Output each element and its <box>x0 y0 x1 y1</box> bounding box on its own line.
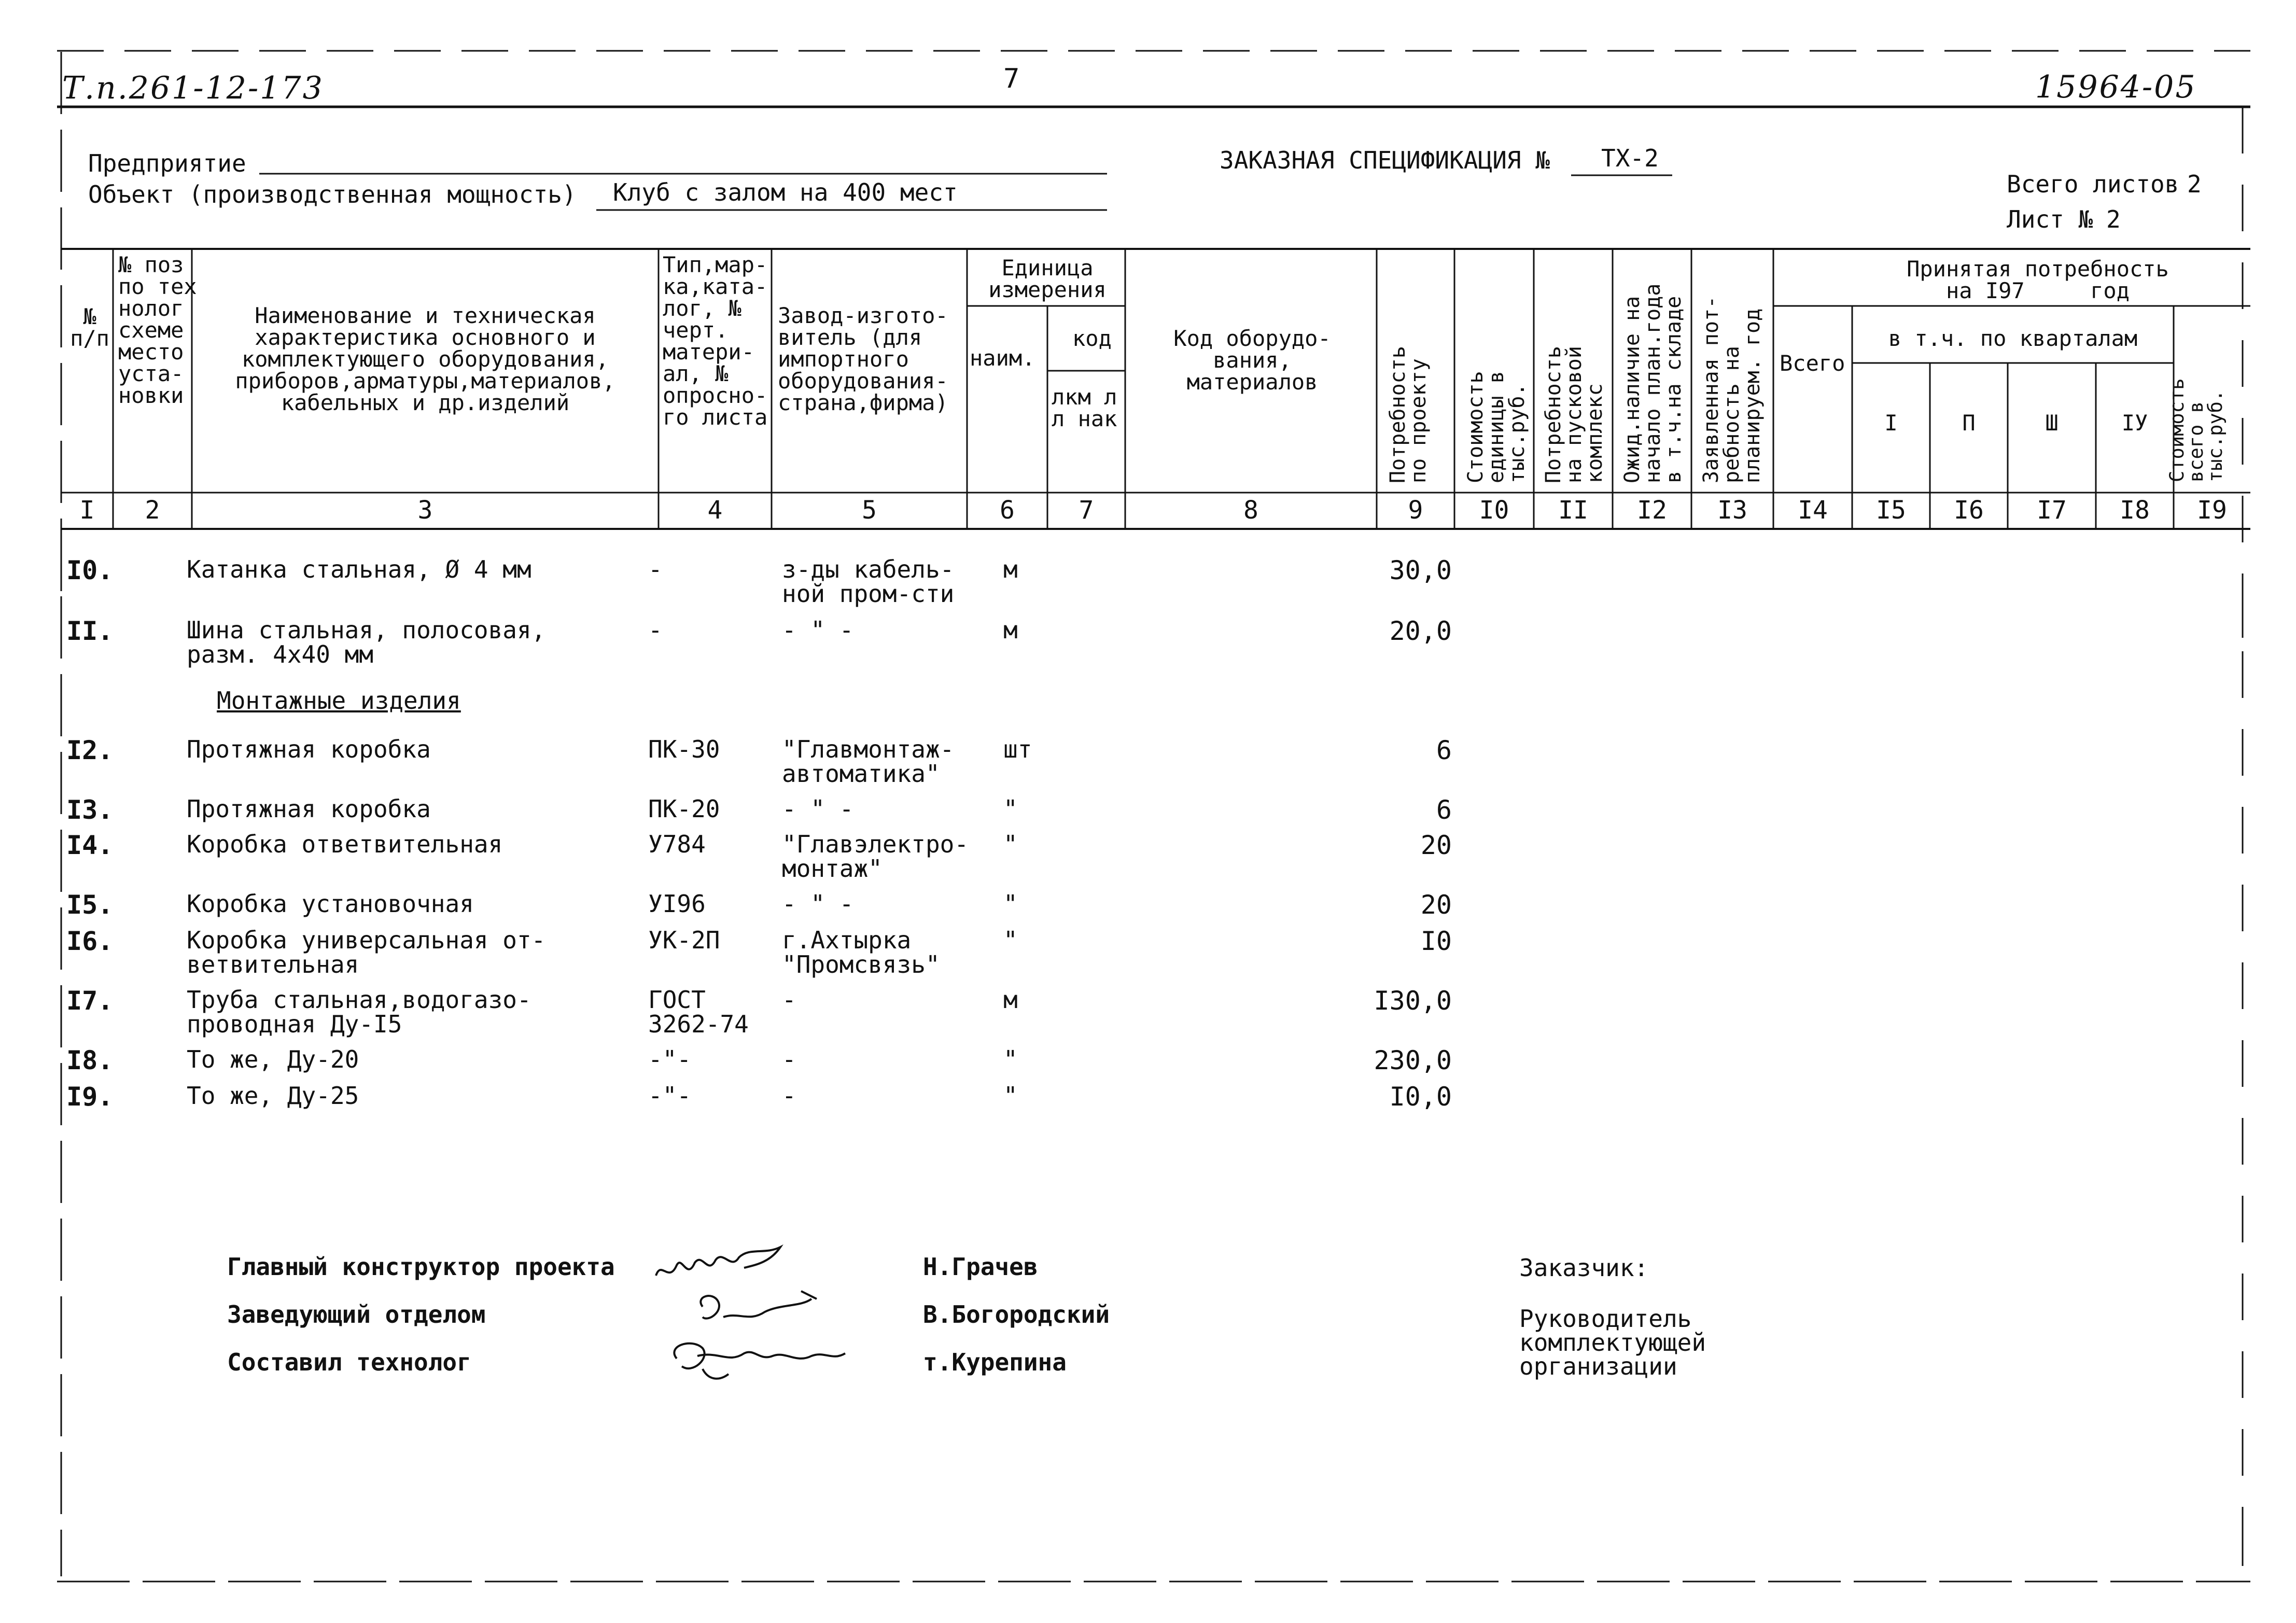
column-number: 8 <box>1243 496 1258 525</box>
sheet-label: Лист № <box>2007 205 2093 233</box>
row-number: I5. <box>66 890 114 920</box>
column-number: 5 <box>862 496 877 525</box>
row-quantity: 230,0 <box>1374 1045 1452 1075</box>
row-number: I9. <box>66 1082 114 1112</box>
row-number: II. <box>66 616 114 646</box>
name-dept-head: В.Богородский <box>923 1300 1110 1328</box>
row-type: ГОСТ 3262-74 <box>648 986 749 1038</box>
row-quantity: I0,0 <box>1389 1082 1452 1112</box>
col-header-q1: I <box>1884 410 1898 436</box>
col-header-unit-name: наим. <box>970 345 1035 371</box>
row-number: I6. <box>66 926 114 956</box>
row-unit: шт <box>1003 735 1032 763</box>
column-number: I5 <box>1876 496 1906 525</box>
col-header-position: № поз по тех нолог схеме место уста- новки <box>118 252 197 408</box>
row-quantity: I30,0 <box>1374 986 1452 1016</box>
row-number: I8. <box>66 1045 114 1075</box>
column-number: I7 <box>2037 496 2067 525</box>
document-code: Т.п.261-12-173 <box>62 70 324 106</box>
row-manufacturer: - <box>782 1082 796 1110</box>
role-chief-designer: Главный конструктор проекта <box>227 1253 615 1281</box>
col-header-quarters: в т.ч. по кварталам <box>1888 326 2138 351</box>
row-quantity: 20 <box>1420 830 1452 860</box>
col-header-startup: Потребность на пусковой комплекс <box>1542 346 1607 483</box>
row-quantity: 20,0 <box>1389 616 1452 646</box>
row-manufacturer: г.Ахтырка "Промсвязь" <box>782 926 940 978</box>
row-unit: " <box>1003 926 1018 954</box>
total-sheets-label: Всего листов <box>2007 170 2179 198</box>
column-number: I4 <box>1798 496 1828 525</box>
row-type: УК-2П <box>648 926 720 954</box>
column-number: 4 <box>707 496 723 525</box>
row-manufacturer: - " - <box>782 890 854 918</box>
column-number: I0 <box>1479 496 1509 525</box>
row-name: То же, Ду-20 <box>187 1045 359 1073</box>
column-number: 9 <box>1408 496 1423 525</box>
row-type: УI96 <box>648 890 706 918</box>
row-type: ПК-30 <box>648 735 720 763</box>
customer-label: Заказчик: <box>1519 1254 1649 1282</box>
row-name: Протяжная коробка <box>187 735 431 763</box>
column-number: I3 <box>1717 496 1747 525</box>
col-header-name: Наименование и техническая характеристика основного и комплектующего оборудования, приборов,арматуры,материалов, кабельных и др.изделий <box>235 303 615 415</box>
row-quantity: 6 <box>1436 735 1452 765</box>
col-header-unit-code: код <box>1072 326 1112 351</box>
column-number: I8 <box>2120 496 2150 525</box>
row-unit: " <box>1003 830 1018 858</box>
row-quantity: 6 <box>1436 795 1452 825</box>
name-chief-designer: Н.Грачев <box>923 1253 1038 1281</box>
row-type: У784 <box>648 830 706 858</box>
row-name: Коробка универсальная от- ветвительная <box>187 926 546 978</box>
col-header-need-project: Потребность по проекту <box>1386 346 1431 483</box>
object-value: Клуб с залом на 400 мест <box>613 178 958 206</box>
row-manufacturer: - " - <box>782 616 854 644</box>
enterprise-label: Предприятие <box>88 149 246 177</box>
row-quantity: 20 <box>1420 890 1452 920</box>
row-name: Коробка установочная <box>187 890 474 918</box>
row-quantity: 30,0 <box>1389 555 1452 585</box>
col-header-q4: IУ <box>2121 410 2148 436</box>
row-unit: м <box>1003 616 1018 644</box>
role-dept-head: Заведующий отделом <box>227 1300 486 1328</box>
col-header-equipment-code: Код оборудо- вания, материалов <box>1173 326 1331 395</box>
object-label: Объект (производственная мощность) <box>88 180 577 208</box>
row-manufacturer: з-ды кабель- ной пром-сти <box>782 555 955 608</box>
page-number: 7 <box>1003 63 1020 94</box>
column-number: II <box>1558 496 1588 525</box>
name-technologist: т.Курепина <box>923 1348 1067 1376</box>
row-unit: м <box>1003 986 1018 1014</box>
row-unit: м <box>1003 555 1018 583</box>
row-manufacturer: "Главмонтаж- автоматика" <box>782 735 955 788</box>
row-name: Катанка стальная, Ø 4 мм <box>187 555 531 583</box>
row-manufacturer: - " - <box>782 795 854 823</box>
row-manufacturer: - <box>782 986 796 1014</box>
row-type: - <box>648 616 663 644</box>
row-name: Труба стальная,водогазо- проводная Ду-I5 <box>187 986 531 1038</box>
column-number: I2 <box>1637 496 1667 525</box>
col-header-no: № п/п <box>70 304 109 351</box>
column-number: I6 <box>1954 496 1984 525</box>
row-name: Шина стальная, полосовая, разм. 4х40 мм <box>187 616 546 668</box>
spec-number: ТХ-2 <box>1601 144 1659 172</box>
col-header-manufacturer: Завод-изгото- витель (для импортного оборудования- страна,фирма) <box>778 303 948 415</box>
row-number: I7. <box>66 986 114 1016</box>
section-title: Монтажные изделия <box>217 687 461 715</box>
column-number: 3 <box>417 496 433 525</box>
row-manufacturer: "Главэлектро- монтаж" <box>782 830 969 883</box>
col-header-q3: Ш <box>2045 410 2059 436</box>
column-number: I9 <box>2197 496 2227 525</box>
row-number: I0. <box>66 555 114 585</box>
col-header-type: Тип,мар- ка,ката- лог, № черт. матери- ал, № опросно- го листа <box>663 252 768 430</box>
row-unit: " <box>1003 890 1018 918</box>
row-type: - <box>648 555 663 583</box>
col-header-declared-need: Заявленная пот- ребность на планируем. год <box>1699 296 1765 483</box>
column-number: 7 <box>1079 496 1094 525</box>
row-type: -"- <box>648 1082 692 1110</box>
row-name: То же, Ду-25 <box>187 1082 359 1110</box>
col-header-total: Всего <box>1780 351 1845 376</box>
total-sheets-value: 2 <box>2187 170 2202 198</box>
role-technologist: Составил технолог <box>227 1348 471 1376</box>
row-quantity: I0 <box>1420 926 1452 956</box>
column-number: 6 <box>1000 496 1015 525</box>
row-type: -"- <box>648 1045 692 1073</box>
column-number: I <box>79 496 95 525</box>
spec-label: ЗАКАЗНАЯ СПЕЦИФИКАЦИЯ № <box>1220 146 1550 174</box>
col-header-accepted-need: Принятая потребность на I97 год <box>1907 256 2169 303</box>
col-header-unit: Единица измерения <box>988 255 1107 302</box>
row-unit: " <box>1003 795 1018 823</box>
column-number: 2 <box>145 496 160 525</box>
sheet-value: 2 <box>2106 205 2121 233</box>
customer-organization: Руководитель комплектующей организации <box>1519 1305 1706 1380</box>
row-name: Коробка ответвительная <box>187 830 503 858</box>
col-header-unit-code-sub: лкм л л нак <box>1052 384 1117 431</box>
row-number: I4. <box>66 830 114 860</box>
row-name: Протяжная коробка <box>187 795 431 823</box>
col-header-expected-stock: Ожид.наличие на начало план.года в т.ч.на складе <box>1620 283 1686 483</box>
sheet-code: 15964-05 <box>2035 69 2197 105</box>
row-unit: " <box>1003 1082 1018 1110</box>
col-header-unit-cost: Стоимость единицы в тыс.руб. <box>1464 371 1529 483</box>
row-number: I2. <box>66 735 114 765</box>
col-header-total-cost: Стоимость всего в тыс.руб. <box>2166 378 2227 482</box>
row-unit: " <box>1003 1045 1018 1073</box>
row-manufacturer: - <box>782 1045 796 1073</box>
row-type: ПК-20 <box>648 795 720 823</box>
col-header-q2: П <box>1962 410 1976 436</box>
row-number: I3. <box>66 795 114 825</box>
